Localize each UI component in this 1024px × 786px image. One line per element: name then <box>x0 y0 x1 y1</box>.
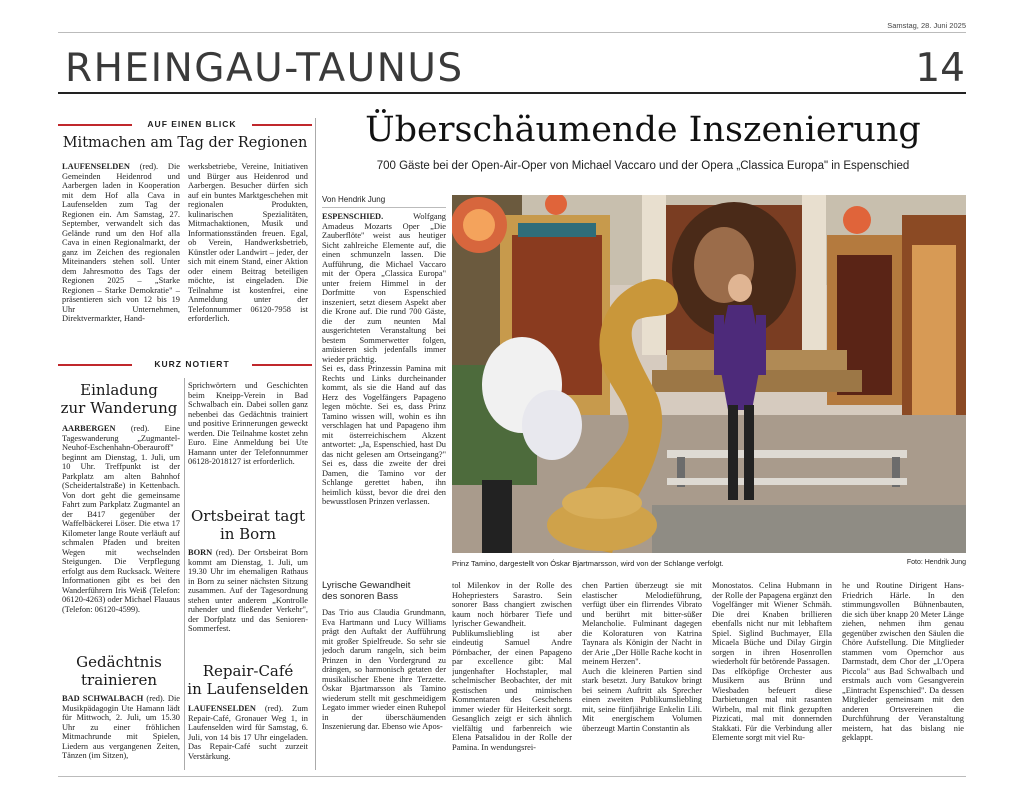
date-line: Samstag, 28. Juni 2025 <box>887 21 966 30</box>
section-rule <box>58 92 966 94</box>
article-tag-der-regionen-col2: werksbetriebe, Vereine, Initiativen und Bürger aus Heidenrod und Aarbergen. Besucher dürfen sich auf ein buntes Marktgeschehen mit regionalen Produkten, kulinarischen Spezialitäten, Mitmachaktionen, Musik und Informationsständen freuen. Egal, ob Verein, Handwerksbetrieb, Künstler oder Landwirt – jeder, der sich mit einem Stand, einer Aktion oder einem Beitrag beteiligen möchte, ist eingeladen. Die Teilnahme ist kostenfrei, eine Anmeldung unter der Telefonnummer 06120-7958 ist erforderlich. <box>188 162 308 323</box>
headline-gedaechtnis: Gedächtnis trainieren <box>76 653 162 689</box>
byline-rule <box>322 207 446 208</box>
article-text: Wolfgang Amadeus Mozarts Oper „Die Zauberflöte" weist aus heutiger Sicht zahlreiche Elemente auf, die einen schmunzeln lassen. Die Aufführung, die Michael Vaccaro mit der Opera „Classica Europa" unter freiem Himmel in der Dorfmitte von Espenschied inszeniert, setzt diesem Aspekt aber die Krone auf. Die rund 700 Gäste, die der zum neunten Mal ausgerichteten Veranstaltung bei bestem Sommerwetter folgen, amüsieren sich jedenfalls immer wieder prächtig. Sei es, dass Prinzessin Pamina mit Rechts und Links durcheinander kommt, als sie die Hand auf das Herz des Vogelfängers Papageno legen möchte. Sei es, dass Prinz Tamino wissen will, wohin es ihn verschlagen hat und Papageno ihm mit österreichischem Akzent antwortet: „Ja, Espenschied, hast Du das nicht gelesen am Ortseingang?" Sei es, dass die zweite der drei Damen, die Tamino vor der Schlange gerettet haben, ihn heimlich küsst, bevor die drei den bewusstlosen Prinzen verlassen. <box>322 212 446 506</box>
subheadline: Lyrische Gewandheit des sonoren Bass <box>322 580 411 602</box>
article-ortsbeirat <box>188 548 308 652</box>
article-tag-der-regionen-col1 <box>62 162 180 352</box>
top-hairline <box>58 32 966 33</box>
headline-tag-der-regionen: Mitmachen am Tag der Regionen <box>62 135 308 151</box>
article-wanderung <box>62 424 180 646</box>
main-article-b2: tol Milenkov in der Rolle des Hohepriesters Sarastro. Sein sonorer Bass changiert zwischen kaum noch hörbarer Tiefe und lyrischer Gewandheit. Publikumsliebling ist aber eindeutig Samuel Andre Pörnbacher, der einen Papageno par excellence gibt: Mal jungenhafter Hochstapler, mal schelmischer Beobachter, der mit gestischen und mimischen Kommentaren des Geschehens immer wieder für Heiterkeit sorgt. Gesanglich zeigt er sich ähnlich vielfältig und farbenreich wie Elena Patsalidou in der Rolle der Pamina. In wendungsrei- <box>452 581 572 752</box>
main-article-b3: chen Partien überzeugt sie mit elastischer Melodieführung, verfügt über ein flirrendes Vibrato und berührt mit bitter-süßer Melancholie. Fulminant dagegen die Koloraturen von Katrina Taynara als Königin der Nacht in der Arie „Der Hölle Rache kocht in meinem Herzen". Auch die kleineren Partien sind stark besetzt. Jury Batukov bringt bei seinem Auftritt als Sprecher einen zweiten Publikumsliebling mit, seine fünfjährige Enkelin Lili. Mit energischem Volumen überzeugt Martin Constantin als <box>582 581 702 733</box>
article-text: (red). Der Ortsbeirat Born kommt am Dienstag, 1. Juli, um 19.30 Uhr im ehemaligen Rathaus in Born zu seiner nächsten Sitzung zusammen. Auf der Tagesordnung stehen unter anderem „Kontrolle ruhender und fließender Verkehr", der Dorfplatz und das Senioren-Sommerfest. <box>188 548 308 633</box>
page-number: 14 <box>915 46 965 91</box>
headline-repair-cafe: Repair-Café in Laufenselden <box>187 662 309 698</box>
main-article-b4: Monostatos. Celina Hubmann in der Rolle der Papagena ergänzt den Vogelfänger mit Wiener Schmäh. Die drei Knaben brillieren ebenfalls nicht nur mit lebhaftem Spiel. Siglind Buchmayer, Ella Micaela Büche und Dilay Girgin sorgen in ihren Hosenrollen wiederholt für betörende Passagen. Das elfköpfige Orchester aus Musikern aus Brünn und Wiesbaden befeuert diese Darbietungen mal mit rasanten Wirbeln, mal mit flink gezupften Pizzicati, mal mit donnernden Stakkati. Für die Verbindung aller Elemente sorgt mit viel Ru- <box>712 581 832 742</box>
article-text: (red). Zum Repair-Café, Gronauer Weg 1, in Laufenselden wird für Samstag, 6. Juli, von 14 bis 17 Uhr eingeladen. Das Repair-Café sucht zurzeit Verstärkung. <box>188 704 308 761</box>
dateline-laufenselden-2: LAUFENSELDEN <box>188 704 256 713</box>
kicker-auf-einen-blick: AUF EINEN BLICK <box>147 119 237 129</box>
article-gedaechtnis <box>62 694 180 772</box>
kicker-line-left-2 <box>58 364 132 366</box>
byline: Von Hendrik Jung <box>322 195 386 204</box>
article-text: (red). Die Gemeinden Heidenrod und Aarbergen laden in Kooperation mit dem Hof alla Cava in Laufenselden zum Tag der Regionen ein. Am Samstag, 27. September, verwandelt sich das Gelände rund um den Hof alla Cava in einen Regionalmarkt, der ganz im Zeichen des regionalen Miteinanders stehen soll. Unter dem Jahresmotto des Tags der Regionen 2025 – „Starke Regionen – Starke Demokratie" – präsentieren sich von 12 bis 19 Uhr Unternehmen, Direktvermarkter, Hand- <box>62 162 180 323</box>
photo-caption: Prinz Tamino, dargestellt von Óskar Bjartmarsson, wird von der Schlange verfolgt. <box>452 559 724 568</box>
column-separator <box>184 378 185 770</box>
left-block-separator <box>315 118 316 770</box>
stage-photo <box>452 195 966 553</box>
dateline-born: BORN <box>188 548 213 557</box>
main-subline: 700 Gäste bei der Open-Air-Oper von Michael Vaccaro und der Opera „Classica Europa" in Espenschied <box>376 160 910 172</box>
kicker-kurz-notiert: KURZ NOTIERT <box>154 359 230 369</box>
bottom-hairline <box>58 776 966 777</box>
dateline-laufenselden: LAUFENSELDEN <box>62 162 130 171</box>
dateline-espenschied: ESPENSCHIED. <box>322 212 384 221</box>
main-article-b1: Das Trio aus Claudia Grundmann, Eva Hartmann und Lucy Williams prägt den Auftakt der Aufführung mit großer Spielfreude. So sehr sie jedoch darum rangeln, sich beim Prinzen in den Vordergrund zu drängen, so harmonisch getaten der musikalischer Ebene ihre Terzette. Óskar Bjartmarsson als Tamino wiederum stellt mit geschmeidigem Legato immer wieder einen Ruhepol in der überschäumenden Inszenierung dar. Ebenso wie Apos- <box>322 608 446 731</box>
headline-ortsbeirat: Ortsbeirat tagt in Born <box>191 507 305 543</box>
kicker-line-right-2 <box>252 364 312 366</box>
main-article-col1 <box>322 212 446 572</box>
main-article-b5: he und Routine Dirigent Hans-Friedrich Härle. In den stimmungsvollen Bühnenbauten, die sich über knapp 20 Meter Länge ziehen, nehmen ihm genau gegenüber zwischen den Säulen die Chöre Aufstellung. Die Mitglieder stammen vom Opernchor aus Darmstadt, dem Chor der „L'Opera Piccola" aus Bad Schwalbach und erstmals auch vom Gesangverein „Eintracht Espenschied". Da dessen Mitglieder gemeinsam mit den anderen Ortsvereinen die Durchführung der Veranstaltung meistern, hat das bislang nie geklappt. <box>842 581 964 742</box>
photo-credit: Foto: Hendrik Jung <box>906 559 966 566</box>
article-text: (red). Die Musikpädagogin Ute Hamann lädt für Mittwoch, 2. Juli, um 15.30 Uhr zu einer fröhlichen Mitmachrunde mit Spielen, Liedern aus vergangenen Zeiten, Tänzen (im Sitzen), <box>62 694 180 760</box>
kicker-line-left <box>58 124 132 126</box>
article-repair-cafe <box>188 704 308 772</box>
main-headline: Überschäumende Inszenierung <box>365 110 921 150</box>
stage-photo-graphic <box>452 195 966 553</box>
dateline-aarbergen: AARBERGEN <box>62 424 116 433</box>
headline-einladung-wanderung: Einladung zur Wanderung <box>60 381 178 417</box>
article-gedaechtnis-cont: Sprichwörtern und Geschichten beim Kneipp-Verein in Bad Schwalbach ein. Dabei sollen ganz nebenbei das Gedächtnis trainiert und positive Erinnerungen geweckt werden. Die Teilnahme kostet zehn Euro. Eine Anmeldung bei Ute Hamann unter der Telefonnummer 06128-2018127 ist erforderlich. <box>188 381 308 466</box>
kicker-line-right <box>252 124 312 126</box>
section-title: RHEINGAU-TAUNUS <box>65 46 464 91</box>
article-text: (red). Eine Tageswanderung „Zugmantel-Neuhof-Eschenhahn-Oberauroff" beginnt am Dienstag, 1. Juli, um 10 Uhr. Treffpunkt ist der Parkplatz am alten Bahnhof (Scheidertalstraße) in Kettenbach. Von dort geht die gemeinsame Fahrt zum Parkplatz Zugmantel an der B417 gegenüber der Waffelbäckerei Löser. Die etwa 17 Kilometer lange Route verläuft auf schmalen Pfaden und breiten Wegen mit wechselnden Steigungen. Die Verpflegung erfolgt aus dem Rucksack. Weitere Informationen gibt es bei den Wanderführern Iris Weiß (Telefon: 06120-4263) oder Michael Flauaus (Telefon: 06120-4599). <box>62 424 180 614</box>
dateline-bad-schwalbach: BAD SCHWALBACH <box>62 694 144 703</box>
